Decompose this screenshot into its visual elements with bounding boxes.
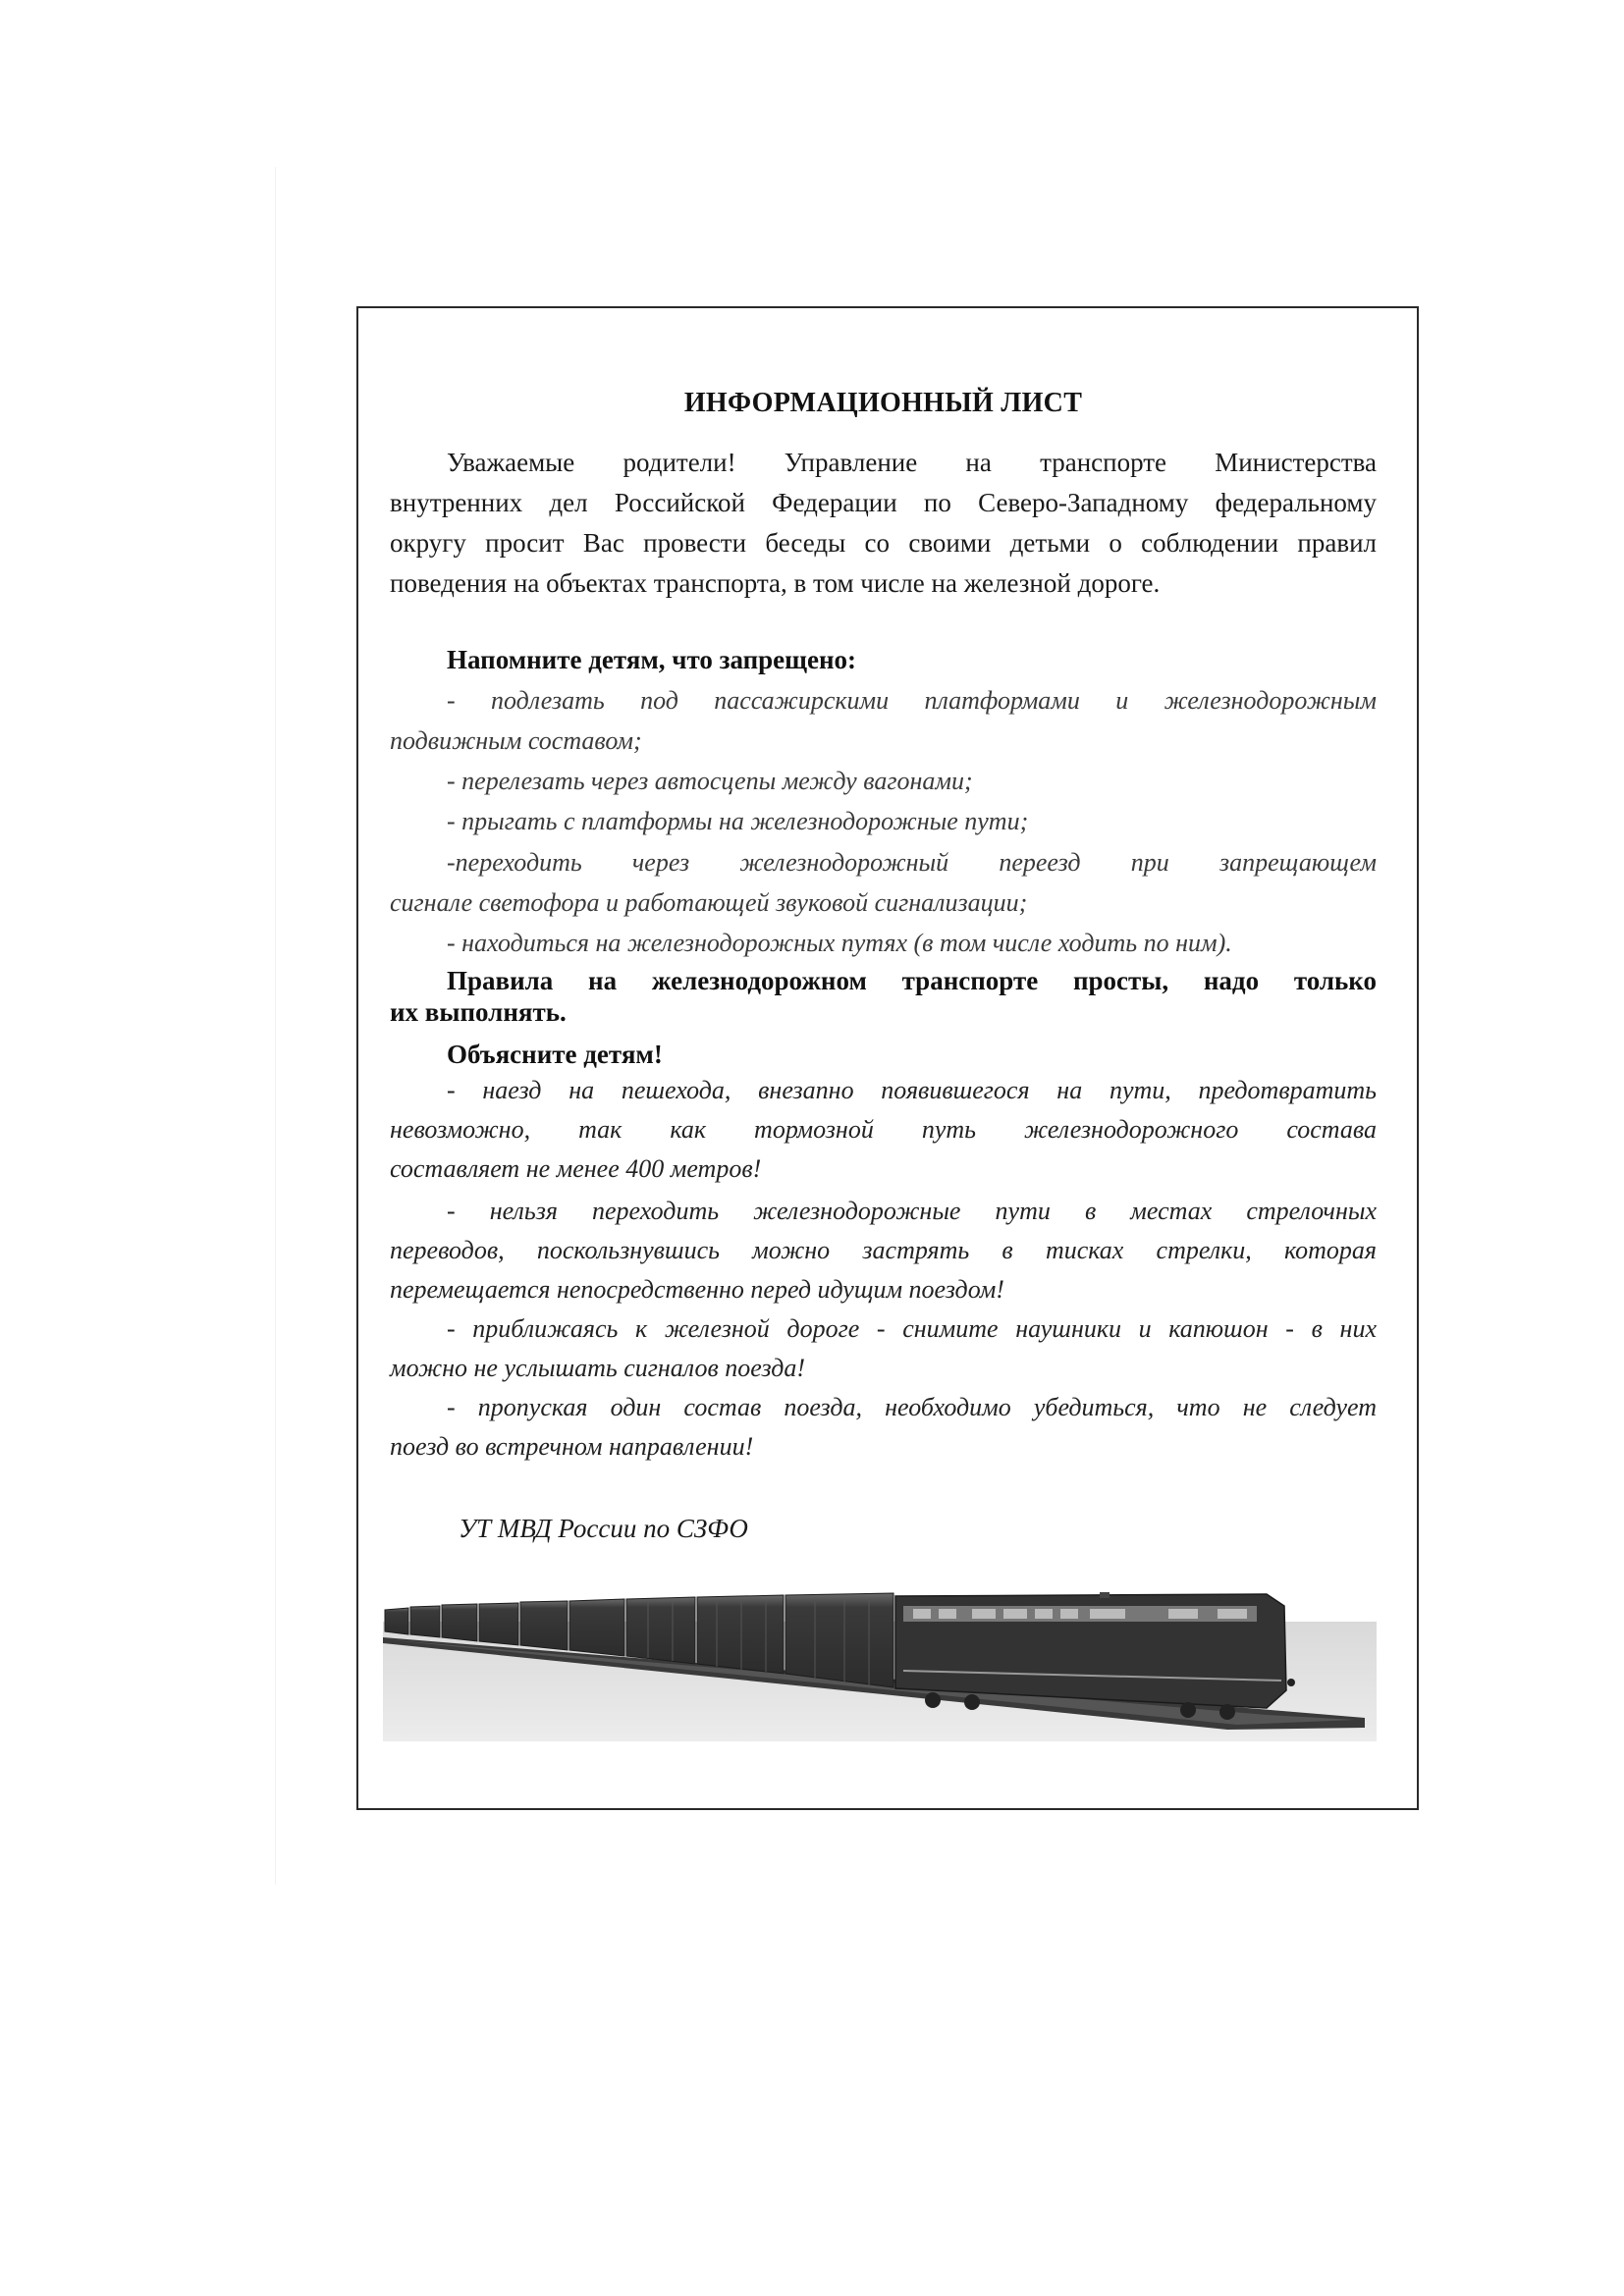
train-icon xyxy=(383,1592,1382,1744)
explain-item: перемещается непосредственно перед идущим поездом! xyxy=(390,1275,1004,1304)
forbidden-item: - находиться на железнодорожных путях (в том числе ходить по ним). xyxy=(447,929,1232,957)
forbidden-item: сигнале светофора и работающей звуковой сигнализации; xyxy=(390,888,1028,917)
forbidden-heading: Напомните детям, что запрещено: xyxy=(447,645,856,674)
scan-artifact xyxy=(275,167,276,1885)
signature: УТ МВД России по СЗФО xyxy=(459,1514,748,1543)
info-sheet-frame xyxy=(356,306,1419,1810)
train-illustration xyxy=(383,1592,1382,1744)
forbidden-item: - подлезать под пассажирскими платформами и железнодорожным xyxy=(447,686,1377,715)
forbidden-item: подвижным составом; xyxy=(390,726,642,755)
forbidden-item: -переходить через железнодорожный переезд при запрещающем xyxy=(447,848,1377,877)
explain-item: - приближаясь к железной дороге - снимите наушники и капюшон - в них xyxy=(447,1314,1377,1343)
explain-item: - пропуская один состав поезда, необходимо убедиться, что не следует xyxy=(447,1393,1377,1421)
explain-item: можно не услышать сигналов поезда! xyxy=(390,1354,806,1382)
explain-heading: Объясните детям! xyxy=(447,1040,663,1069)
intro-line: округу просит Вас провести беседы со своими детьми о соблюдении правил xyxy=(390,528,1377,558)
explain-item: невозможно, так как тормозной путь железнодорожного состава xyxy=(390,1115,1377,1144)
explain-item: составляет не менее 400 метров! xyxy=(390,1154,762,1183)
intro-line: поведения на объектах транспорта, в том числе на железной дороге. xyxy=(390,568,1161,598)
explain-item: - наезд на пешехода, внезапно появившегося на пути, предотвратить xyxy=(447,1076,1377,1104)
forbidden-item: - прыгать с платформы на железнодорожные пути; xyxy=(447,807,1029,835)
forbidden-item: - перелезать через автосцепы между вагонами; xyxy=(447,767,973,795)
rules-line: Правила на железнодорожном транспорте просты, надо только xyxy=(447,966,1377,995)
intro-line: внутренних дел Российской Федерации по Северо-Западному федеральному xyxy=(390,488,1377,517)
rules-line: их выполнять. xyxy=(390,997,567,1027)
explain-item: - нельзя переходить железнодорожные пути в местах стрелочных xyxy=(447,1197,1377,1225)
explain-item: поезд во встречном направлении! xyxy=(390,1432,754,1461)
intro-line: Уважаемые родители! Управление на транспорте Министерства xyxy=(447,448,1377,477)
explain-item: переводов, поскользнувшись можно застрять в тисках стрелки, которая xyxy=(390,1236,1377,1264)
page-title: ИНФОРМАЦИОННЫЙ ЛИСТ xyxy=(683,388,1083,418)
